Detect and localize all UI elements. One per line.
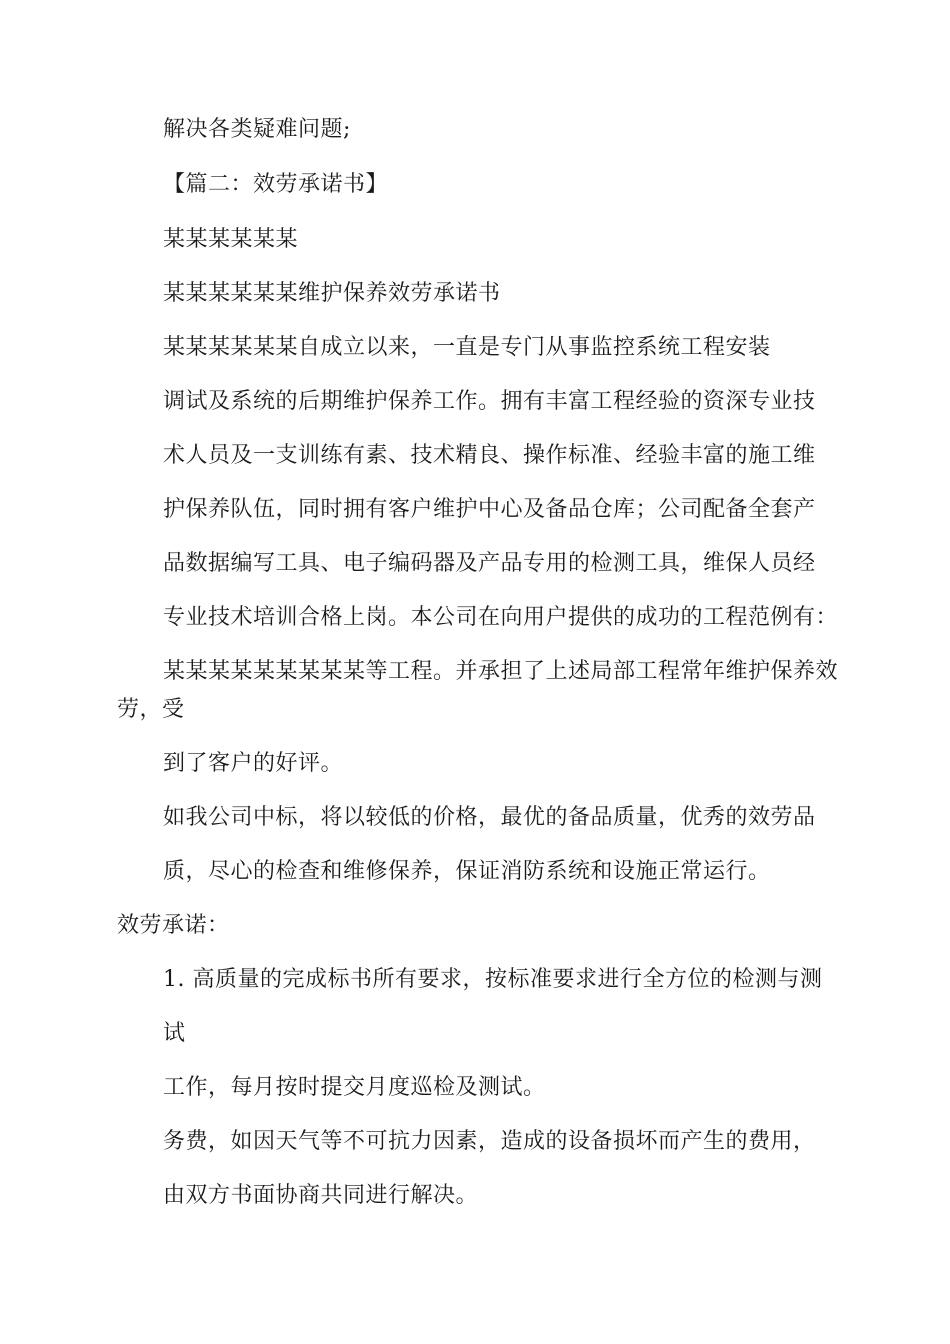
section-heading: 【篇二：效劳承诺书】 (163, 172, 389, 197)
text-line: 工作，每月按时提交月度巡检及测试。 (163, 1075, 546, 1100)
text-line: 护保养队伍，同时拥有客户维护中心及备品仓库；公司配备全套产 (163, 497, 816, 522)
text-line: 调试及系统的后期维护保养工作。拥有丰富工程经验的资深专业技 (163, 389, 816, 414)
section-label: 效劳承诺： (117, 913, 230, 938)
text-line: 专业技术培训合格上岗。本公司在向用户提供的成功的工程范例有： (163, 605, 839, 630)
text-line: 劳，受 (117, 697, 185, 722)
text-line: 某某某某某某 (163, 227, 299, 252)
text-line: 某某某某某某某某某等工程。并承担了上述局部工程常年维护保养效 (163, 659, 839, 684)
text-line: 到了客户的好评。 (163, 751, 344, 776)
text-line: 试 (163, 1021, 186, 1046)
text-line: 解决各类疑难问题; (163, 117, 351, 142)
text-line: 由双方书面协商共同进行解决。 (163, 1183, 479, 1208)
text-line: 某某某某某某自成立以来，一直是专门从事监控系统工程安装 (163, 335, 771, 360)
text-line: 质，尽心的检查和维修保养，保证消防系统和设施正常运行。 (163, 859, 771, 884)
text-line: 务费，如因天气等不可抗力因素，造成的设备损坏而产生的费用， (163, 1129, 816, 1154)
list-item: 1. 高质量的完成标书所有要求，按标准要求进行全方位的检测与测 (163, 967, 823, 992)
text-line: 品数据编写工具、电子编码器及产品专用的检测工具，维保人员经 (163, 551, 816, 576)
text-line: 如我公司中标，将以较低的价格，最优的备品质量，优秀的效劳品 (163, 805, 816, 830)
text-line: 术人员及一支训练有素、技术精良、操作标准、经验丰富的施工维 (163, 443, 816, 468)
document-title: 某某某某某某维护保养效劳承诺书 (163, 281, 501, 306)
